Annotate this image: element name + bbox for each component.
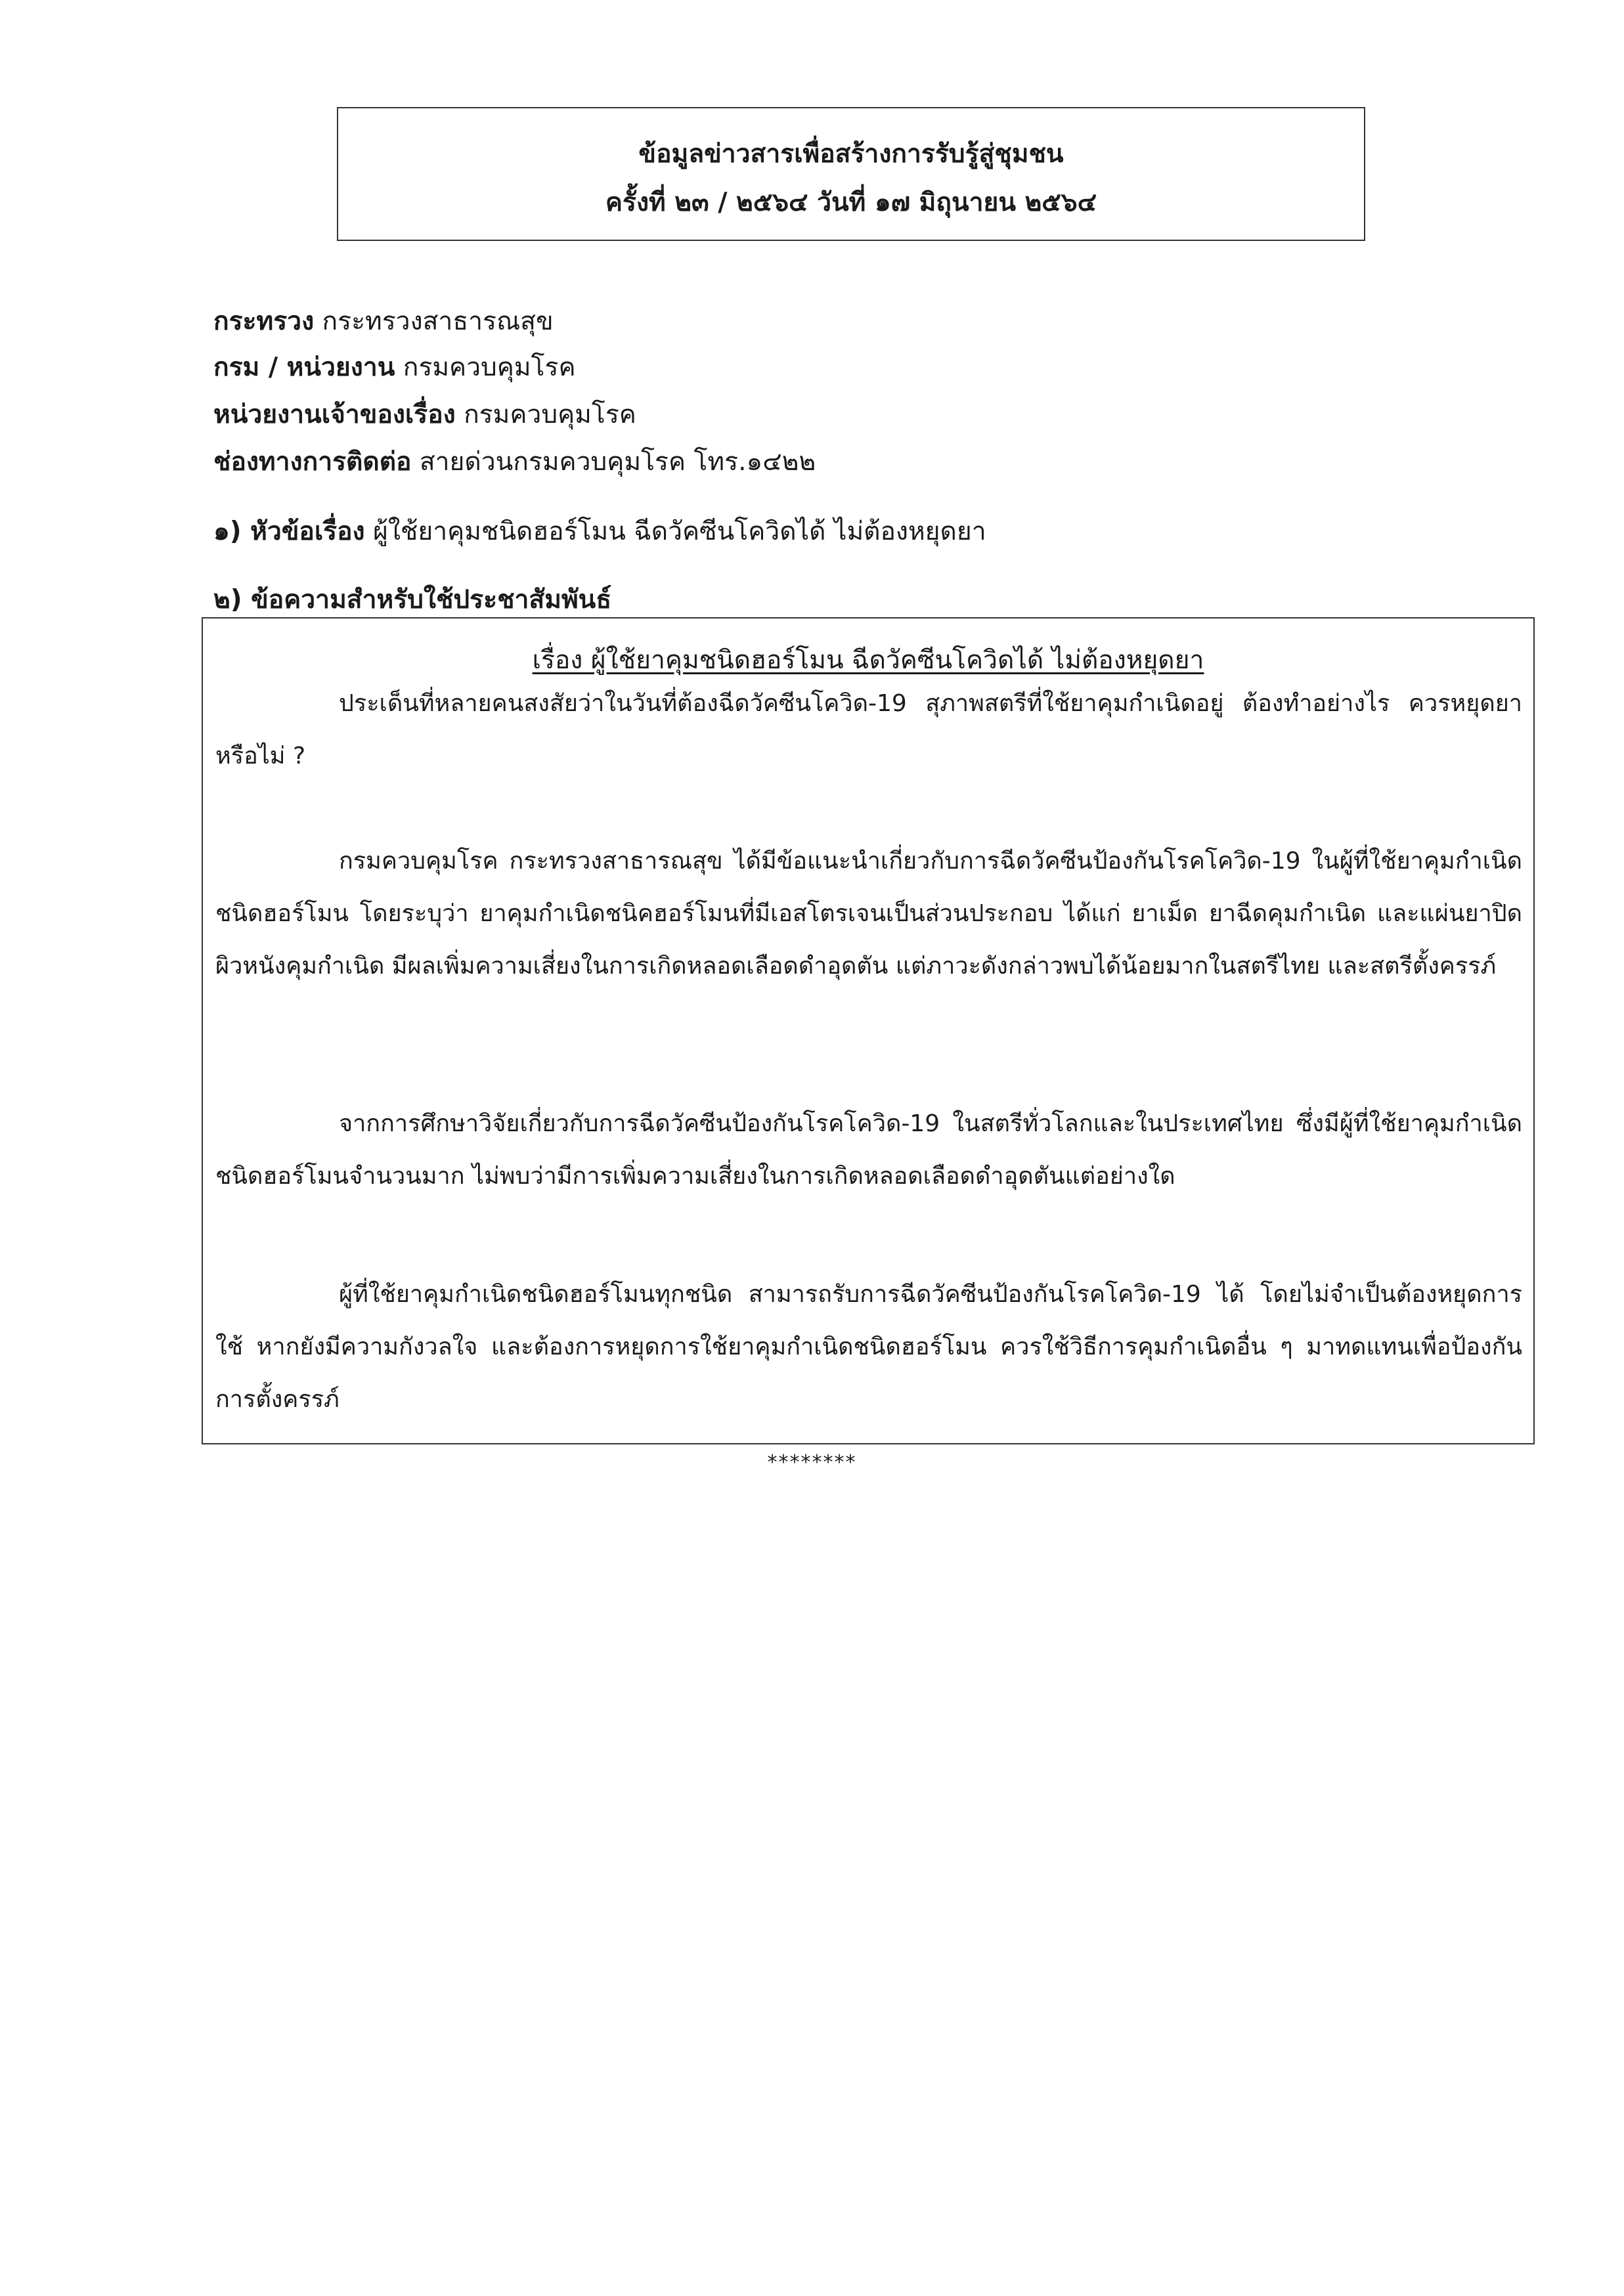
pr-line xyxy=(213,579,611,620)
topic-line xyxy=(213,511,986,552)
topic-value: ผู้ใช้ยาคุมชนิดฮอร์โมน ฉีดวัคซีนโควิดได้ ไม่ต้องหยุดยา xyxy=(364,517,986,546)
issue-info: ครั้งที่ ๒๓ / ๒๕๖๔ วันที่ ๑๗ มิถุนายน ๒๕๖๔ xyxy=(605,188,1097,217)
contact-line xyxy=(213,441,816,482)
department-value: กรมควบคุมโรค xyxy=(395,353,576,382)
owner-line xyxy=(213,394,636,435)
topic-label: ๑) หัวข้อเรื่อง xyxy=(213,517,365,546)
header-box xyxy=(337,107,1365,241)
content-title: เรื่อง ผู้ใช้ยาคุมชนิดฮอร์โมน ฉีดวัคซีนโควิดได้ ไม่ต้องหยุดยา xyxy=(532,645,1204,675)
content-box xyxy=(202,617,1535,1444)
contact-value: สายด่วนกรมควบคุมโรค โทร.๑๔๒๒ xyxy=(411,447,816,477)
owner-value: กรมควบคุมโรค xyxy=(455,400,636,429)
paragraph-2: กรมควบคุมโรค กระทรวงสาธารณสุข ได้มีข้อแนะนำเกี่ยวกับการฉีดวัคซีนป้องกันโรคโควิด-19 ในผู้ที่ใช้ยาคุมกำเนิดชนิดฮอร์โมน โดยระบุว่า ยาคุมกำเนิดชนิคฮอร์โมนที่มีเอสโตรเจนเป็นส่วนประกอบ ได้แก่ ยาเม็ด ยาฉีดคุมกำเนิด และแผ่นยาปิดผิวหนังคุมกำเนิด มีผลเพิ่มความเสี่ยงในการเกิดหลอดเลือดดำอุดตัน แต่ภาวะดังกล่าวพบได้น้อยมากในสตรีไทย และสตรีตั้งครรภ์ xyxy=(215,848,1522,980)
contact-label: ช่องทางการติดต่อ xyxy=(213,447,412,477)
owner-label: หน่วยงานเจ้าของเรื่อง xyxy=(213,400,456,429)
end-marker: ******** xyxy=(767,1451,857,1474)
paragraph-1: ประเด็นที่หลายคนสงสัยว่าในวันที่ต้องฉีดวัคซีนโควิด-19 สุภาพสตรีที่ใช้ยาคุมกำเนิดอยู่ ต้องทำอย่างไร ควรหยุดยาหรือไม่ ? xyxy=(215,690,1522,769)
document-title: ข้อมูลข่าวสารเพื่อสร้างการรับรู้สู่ชุมชน xyxy=(638,139,1064,169)
department-line xyxy=(213,347,576,387)
ministry-label: กระทรวง xyxy=(213,307,315,336)
pr-label: ๒) ข้อความสำหรับใช้ประชาสัมพันธ์ xyxy=(213,585,612,615)
paragraph-4: ผู้ที่ใช้ยาคุมกำเนิดชนิดฮอร์โมนทุกชนิด สามารถรับการฉีดวัคซีนป้องกันโรคโควิด-19 ได้ โดยไม่จำเป็นต้องหยุดการใช้ หากยังมีความกังวลใจ และต้องการหยุดการใช้ยาคุมกำเนิดชนิดฮอร์โมน ควรใช้วิธีการคุมกำเนิดอื่น ๆ มาทดแทนเพื่อป้องกันการตั้งครรภ์ xyxy=(215,1281,1522,1413)
department-label: กรม / หน่วยงาน xyxy=(213,353,395,382)
paragraph-3: จากการศึกษาวิจัยเกี่ยวกับการฉีดวัคซีนป้องกันโรคโควิด-19 ในสตรีทั่วโลกและในประเทศไทย ซึ่งมีผู้ที่ใช้ยาคุมกำเนิดชนิดฮอร์โมนจำนวนมาก ไม่พบว่ามีการเพิ่มความเสี่ยงในการเกิดหลอดเลือดดำอุดตันแต่อย่างใด xyxy=(215,1110,1522,1190)
ministry-value: กระทรวงสาธารณสุข xyxy=(314,307,554,336)
ministry-line xyxy=(213,301,554,341)
